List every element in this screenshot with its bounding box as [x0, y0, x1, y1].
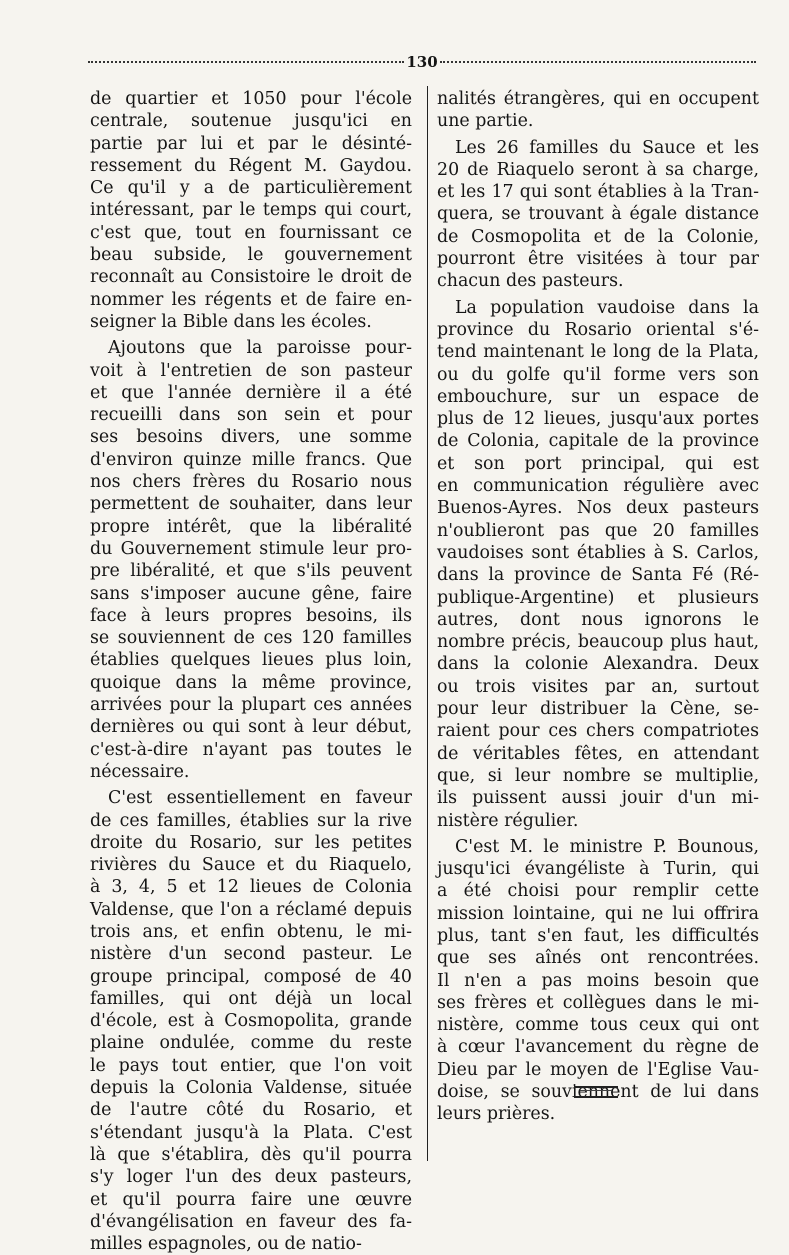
text-line: que ses aînés ont rencontrées. [437, 948, 759, 969]
text-line: une partie. [437, 111, 534, 132]
text-line: ressement du Régent M. Gaydou. [90, 155, 412, 176]
text-line: face à leurs propres besoins, ils [90, 605, 412, 626]
text-line: là que s'établira, dès qu'il pourra [90, 1144, 412, 1165]
text-line: tend maintenant le long de la Plata, [437, 342, 759, 363]
text-line: plus de 12 lieues, jusqu'aux portes [437, 409, 759, 430]
left-paragraph-3 [90, 787, 412, 1255]
text-line: droite du Rosario, sur les petites [90, 832, 412, 853]
text-line: de ces familles, établies sur la rive [90, 810, 412, 831]
text-line: de l'autre côté du Rosario, et [90, 1100, 412, 1121]
text-line: ou du golfe qu'il forme vers son [437, 364, 759, 385]
text-line: s'étendant jusqu'à la Plata. C'est [90, 1122, 412, 1143]
text-line: Valdense, que l'on a réclamé depuis [90, 899, 412, 920]
text-line: a été choisi pour remplir cette [437, 881, 759, 902]
page-header [88, 52, 756, 72]
text-line: du Gouvernement stimule leur pro- [90, 538, 412, 559]
text-line: pour leur distribuer la Cène, se- [437, 699, 759, 720]
text-line: quera, se trouvant à égale distance [437, 204, 759, 225]
text-line: s'y loger l'un des deux pasteurs, [90, 1167, 412, 1188]
text-line: nistère régulier. [437, 810, 579, 831]
text-line: familles, qui ont déjà un local [90, 988, 412, 1009]
text-line: C'est M. le ministre P. Bounous, [455, 836, 759, 857]
text-line: et qu'il pourra faire une œuvre [90, 1189, 412, 1210]
text-line: Ajoutons que la paroisse pour- [108, 338, 412, 359]
text-line: trois ans, et enfin obtenu, le mi- [90, 921, 412, 942]
text-line: arrivées pour la plupart ces années [90, 695, 412, 716]
text-line: n'oublieront pas que 20 familles [437, 520, 759, 541]
text-line: nécessaire. [90, 761, 190, 782]
end-ornament [574, 1086, 618, 1098]
text-line: autres, dont nous ignorons le [437, 609, 759, 630]
text-line: C'est essentiellement en faveur [108, 788, 412, 809]
text-line: établies quelques lieues plus loin, [90, 650, 412, 671]
text-line: ses frères et collègues dans le mi- [437, 992, 759, 1013]
text-line: le pays tout entier, que l'on voit [90, 1055, 412, 1076]
text-line: milles espagnoles, ou de natio- [90, 1234, 362, 1255]
column-divider [427, 86, 428, 1161]
text-line: ils puissent aussi jouir d'un mi- [437, 788, 759, 809]
text-line: province du Rosario oriental s'é- [437, 319, 759, 340]
text-line: de véritables fêtes, en attendant [437, 743, 759, 764]
text-line: voit à l'entretien de son pasteur [90, 360, 412, 381]
text-line: ses besoins divers, une somme [90, 427, 412, 448]
text-line: nistère d'un second pasteur. Le [90, 944, 412, 965]
header-rule-left [88, 61, 404, 69]
text-line: La population vaudoise dans la [455, 297, 759, 318]
text-line: reconnaît au Consistoire le droit de [90, 267, 412, 288]
text-line: rivières du Sauce et du Riaquelo, [90, 855, 412, 876]
text-line: leurs prières. [437, 1104, 556, 1125]
text-line: de quartier et 1050 pour l'école [90, 89, 412, 109]
text-line: plaine ondulée, comme du reste [90, 1033, 412, 1054]
text-line: groupe principal, composé de 40 [90, 966, 412, 987]
right-paragraph-4 [437, 836, 759, 1126]
text-line: en communication régulière avec [437, 476, 759, 497]
text-line: jusqu'ici évangéliste à Turin, qui [437, 859, 759, 880]
text-line: embouchure, sur un espace de [437, 386, 759, 407]
text-line: permettent de souhaiter, dans leur [90, 494, 412, 515]
text-line: seigner la Bible dans les écoles. [90, 311, 372, 332]
text-line: centrale, soutenue jusqu'ici en [90, 111, 412, 132]
text-line: vaudoises sont établies à S. Carlos, [437, 542, 759, 563]
text-line: 20 de Riaquelo seront à sa charge, [437, 159, 759, 180]
text-line: et les 17 qui sont établies à la Tran- [437, 182, 759, 203]
text-line: que, si leur nombre se multiplie, [437, 765, 759, 786]
text-line: d'évangélisation en faveur des fa- [90, 1211, 412, 1232]
text-line: mission lointaine, qui ne lui offrira [437, 903, 759, 924]
right-paragraph-3 [437, 297, 759, 832]
text-line: d'environ quinze mille francs. Que [90, 449, 412, 470]
text-line: raient pour ces chers compatriotes [437, 721, 759, 742]
text-line: Les 26 familles du Sauce et les [455, 137, 759, 158]
text-line: propre intérêt, que la libéralité [90, 516, 412, 537]
text-line: et que l'année dernière il a été [90, 382, 412, 403]
text-line: à cœur l'avancement du règne de [437, 1037, 759, 1058]
left-column [90, 88, 412, 1255]
text-line: nombre précis, beaucoup plus haut, [437, 632, 759, 653]
text-line: ou trois visites par an, surtout [437, 676, 759, 697]
text-line: dans la province de Santa Fé (Ré- [437, 565, 759, 586]
text-line: d'école, est à Cosmopolita, grande [90, 1011, 412, 1032]
text-line: recueilli dans son sein et pour [90, 405, 412, 426]
text-line: beau subside, le gouvernement [90, 245, 412, 266]
text-line: intéressant, par le temps qui court, [90, 200, 412, 221]
text-line: nistère, comme tous ceux qui ont [437, 1015, 759, 1036]
text-line: quoique dans la même province, [90, 672, 412, 693]
text-line: chacun des pasteurs. [437, 271, 624, 292]
text-line: dans la colonie Alexandra. Deux [437, 654, 759, 675]
right-paragraph-1 [437, 88, 759, 133]
text-line: pre libéralité, et que s'ils peuvent [90, 561, 412, 582]
text-line: Dieu par le moyen de l'Eglise Vau- [437, 1059, 759, 1080]
text-line: nalités étrangères, qui en occupent [437, 89, 759, 109]
text-line: et son port principal, qui est [437, 453, 759, 474]
text-line: partie par lui et par le désinté- [90, 133, 412, 154]
text-line: Ce qu'il y a de particulièrement [90, 178, 412, 199]
text-line: pourront être visitées à tour par [437, 249, 759, 270]
text-line: dernières ou qui sont à leur début, [90, 717, 412, 738]
text-line: de Cosmopolita et de la Colonie, [437, 226, 759, 247]
text-line: sans s'imposer aucune gêne, faire [90, 583, 412, 604]
text-line: de Colonia, capitale de la province [437, 431, 759, 452]
text-line: nos chers frères du Rosario nous [90, 472, 412, 493]
text-line: Buenos-Ayres. Nos deux pasteurs [437, 498, 759, 519]
left-paragraph-1 [90, 88, 412, 333]
text-line: depuis la Colonia Valdense, située [90, 1078, 412, 1099]
right-column [437, 88, 759, 1126]
text-line: Il n'en a pas moins besoin que [437, 970, 759, 991]
text-line: publique-Argentine) et plusieurs [437, 587, 759, 608]
header-rule-right [440, 61, 756, 69]
text-line: doise, se souviennent de lui dans [437, 1082, 759, 1103]
text-line: c'est-à-dire n'ayant pas toutes le [90, 739, 412, 760]
page-number: 130 [406, 53, 438, 71]
text-line: à 3, 4, 5 et 12 lieues de Colonia [90, 877, 412, 898]
text-line: c'est que, tout en fournissant ce [90, 222, 412, 243]
text-line: nommer les régents et de faire en- [90, 289, 412, 310]
right-paragraph-2 [437, 137, 759, 293]
text-line: se souviennent de ces 120 familles [90, 628, 412, 649]
text-line: plus, tant s'en faut, les difficultés [437, 925, 759, 946]
left-paragraph-2 [90, 337, 412, 783]
